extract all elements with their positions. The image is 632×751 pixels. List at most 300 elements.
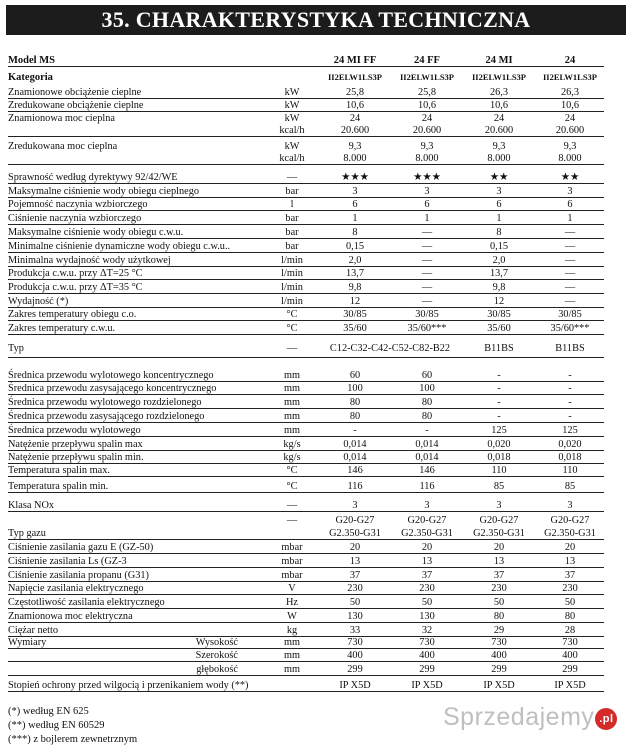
row-value: IP X5D [483, 680, 515, 691]
row-value: 299 [562, 664, 578, 675]
spec-row [8, 72, 604, 83]
row-value: — [421, 282, 433, 293]
row-value: — [564, 282, 576, 293]
spec-row [8, 255, 604, 267]
row-value: 35/60*** [550, 323, 590, 334]
row-unit: mm [283, 637, 301, 648]
row-value: - [497, 370, 501, 381]
row-value: ★★ [489, 172, 509, 183]
row-value: 25,8 [417, 87, 437, 98]
row-value: IP X5D [554, 680, 586, 691]
watermark-badge: .pl [595, 708, 617, 730]
row-value: 80 [421, 411, 433, 422]
row-value: 50 [421, 597, 433, 608]
spec-row [8, 55, 604, 67]
row-label: Częstotliwość zasilania elektrycznego [8, 597, 165, 608]
row-value: 3 [352, 186, 358, 197]
row-value: 29 [493, 625, 505, 636]
row-value: 24 [349, 113, 361, 124]
watermark-text: Sprzedajemy [443, 703, 595, 731]
row-value: 0,014 [415, 439, 439, 450]
row-label: Ciężar netto [8, 625, 59, 636]
row-unit: °C [286, 323, 298, 334]
row-value: 3 [567, 186, 573, 197]
row-value: 125 [491, 425, 507, 436]
footnote-1: (*) według EN 625 [8, 706, 89, 717]
row-value: 299 [347, 664, 363, 675]
row-value: 13 [564, 556, 576, 567]
row-value: 0,018 [558, 452, 582, 463]
row-label: Znamionowa moc elektryczna [8, 611, 133, 622]
row-value: 20.600 [340, 125, 370, 136]
spec-row [8, 282, 604, 294]
row-value: — [421, 296, 433, 307]
row-value: G20-G27 [407, 515, 447, 526]
row-value: G20-G27 [550, 515, 590, 526]
row-value: 20 [493, 542, 505, 553]
row-value: 3 [352, 500, 358, 511]
row-value: 299 [419, 664, 435, 675]
row-value: B11BS [555, 343, 585, 354]
row-label: Średnica przewodu wylotowego koncentrycznego [8, 370, 214, 381]
row-value: 24 FF [414, 55, 440, 66]
row-value: 60 [421, 370, 433, 381]
row-value: 400 [347, 650, 363, 661]
row-value: - [568, 411, 572, 422]
row-value: 116 [347, 481, 363, 492]
row-value: 24 MI FF [333, 55, 377, 66]
row-value: 24 [564, 113, 576, 124]
row-value: 35/60 [487, 323, 511, 334]
row-value: 20.600 [484, 125, 514, 136]
row-unit: kW [284, 100, 300, 111]
row-value: 80 [421, 397, 433, 408]
row-value: 730 [491, 637, 507, 648]
row-value: B11BS [484, 343, 514, 354]
row-label: Produkcja c.w.u. przy ΔT=25 °C [8, 268, 143, 279]
row-value: 6 [496, 199, 502, 210]
row-unit: kW [284, 87, 300, 98]
row-unit: mm [283, 370, 301, 381]
row-label: Średnica przewodu wylotowego [8, 425, 141, 436]
row-value: 2,0 [348, 255, 362, 266]
row-value: II2ELW1LS3P [542, 72, 597, 82]
row-value: 0,15 [345, 241, 365, 252]
row-value: 9,3 [348, 141, 362, 152]
spec-row [8, 556, 604, 568]
spec-row [8, 664, 604, 676]
row-sublabel: Szerokość [195, 650, 238, 661]
row-value: 146 [347, 465, 363, 476]
row-label: Napięcie zasilania elektrycznego [8, 583, 144, 594]
spec-row [8, 570, 604, 582]
row-value: II2ELW1LS3P [399, 72, 454, 82]
row-label: Wymiary [8, 637, 47, 648]
row-label: Zakres temperatury obiegu c.o. [8, 309, 137, 320]
row-value: 9,8 [492, 282, 506, 293]
row-value: G2.350-G31 [473, 528, 525, 539]
row-label: Typ gazu [8, 528, 46, 539]
row-value: G2.350-G31 [329, 528, 381, 539]
row-value: 3 [496, 186, 502, 197]
row-unit: mm [283, 397, 301, 408]
row-unit: °C [286, 465, 298, 476]
row-value: 10,6 [489, 100, 509, 111]
row-value: 0,014 [415, 452, 439, 463]
row-value: 50 [493, 597, 505, 608]
row-value: 1 [567, 213, 573, 224]
row-value: 0,014 [343, 452, 367, 463]
spec-row [8, 397, 604, 409]
row-label: Średnica przewodu wylotowego rozdzielonego [8, 397, 202, 408]
spec-row [8, 172, 604, 184]
row-unit: V [288, 583, 296, 594]
spec-row [8, 125, 604, 137]
spec-row [8, 597, 604, 609]
row-value: 20 [564, 542, 576, 553]
row-value: 8.000 [415, 153, 439, 164]
row-label: Ciśnienie zasilania gazu E (GZ-50) [8, 542, 154, 553]
spec-row [8, 141, 604, 152]
row-value: 37 [421, 570, 433, 581]
row-value: 37 [493, 570, 505, 581]
section-title: 35. CHARAKTERYSTYKA TECHNICZNA [6, 5, 626, 35]
spec-row [8, 515, 604, 526]
row-label: Zakres temperatury c.w.u. [8, 323, 116, 334]
row-value: 26,3 [489, 87, 509, 98]
row-value: 24 [493, 113, 505, 124]
row-value: - [497, 383, 501, 394]
row-value: 110 [562, 465, 578, 476]
row-value: 80 [349, 411, 361, 422]
row-unit: bar [285, 186, 299, 197]
row-label: Minimalne ciśnienie dynamiczne wody obiegu c.w.u.. [8, 241, 231, 252]
row-value: - [568, 383, 572, 394]
row-unit: kg/s [283, 452, 301, 463]
watermark-logo [443, 703, 617, 732]
row-value: 30/85 [558, 309, 582, 320]
row-value: 730 [419, 637, 435, 648]
spec-row [8, 113, 604, 124]
row-label: Średnica przewodu zasysającego koncentrycznego [8, 383, 217, 394]
row-value: — [564, 255, 576, 266]
row-value: - [353, 425, 357, 436]
row-value: 85 [564, 481, 576, 492]
row-label: Natężenie przepływu spalin max [8, 439, 143, 450]
row-unit: mm [283, 650, 301, 661]
row-value: C12-C32-C42-C52-C82-B22 [329, 343, 451, 354]
row-sublabel: głębokość [196, 664, 238, 675]
row-value: ★★★ [413, 172, 441, 183]
row-value: - [425, 425, 429, 436]
spec-row [8, 637, 604, 649]
spec-row [8, 309, 604, 321]
row-value: II2ELW1LS3P [471, 72, 526, 82]
row-value: 230 [419, 583, 435, 594]
row-unit: l [290, 199, 294, 210]
row-value: 9,3 [563, 141, 577, 152]
row-value: — [564, 227, 576, 238]
row-value: 6 [424, 199, 430, 210]
row-value: 12 [349, 296, 361, 307]
row-value: 3 [424, 500, 430, 511]
row-value: II2ELW1LS3P [327, 72, 382, 82]
row-value: 13,7 [489, 268, 509, 279]
spec-row [8, 611, 604, 623]
row-unit: kW [284, 141, 300, 152]
spec-row [8, 528, 604, 540]
row-label: Sprawność według dyrektywy 92/42/WE [8, 172, 178, 183]
spec-row [8, 370, 604, 382]
row-label: Znamionowe obciążenie cieplne [8, 87, 142, 98]
spec-row [8, 583, 604, 595]
row-unit: mbar [281, 556, 303, 567]
row-label: Natężenie przepływu spalin min. [8, 452, 144, 463]
row-value: ★★★ [341, 172, 369, 183]
row-label: Pojemność naczynia wzbiorczego [8, 199, 148, 210]
row-value: 230 [562, 583, 578, 594]
row-value: 299 [491, 664, 507, 675]
spec-row [8, 625, 604, 637]
row-label: Minimalna wydajność wody użytkowej [8, 255, 171, 266]
row-label: Temperatura spalin min. [8, 481, 109, 492]
row-value: 730 [562, 637, 578, 648]
row-value: 24 MI [485, 55, 513, 66]
row-value: 50 [564, 597, 576, 608]
row-value: 110 [491, 465, 507, 476]
row-value: 100 [419, 383, 435, 394]
row-value: G2.350-G31 [401, 528, 453, 539]
row-value: 9,3 [420, 141, 434, 152]
row-value: 6 [567, 199, 573, 210]
row-value: - [497, 411, 501, 422]
spec-row [8, 268, 604, 280]
spec-row [8, 542, 604, 554]
row-unit: — [286, 172, 298, 183]
row-value: 230 [491, 583, 507, 594]
row-value: 10,6 [560, 100, 580, 111]
spec-row [8, 100, 604, 112]
row-value: 33 [349, 625, 361, 636]
row-label: Produkcja c.w.u. przy ΔT=35 °C [8, 282, 143, 293]
row-value: 20.600 [555, 125, 585, 136]
row-unit: kcal/h [279, 125, 305, 136]
row-unit: kW [284, 113, 300, 124]
row-value: — [421, 227, 433, 238]
row-value: 3 [496, 500, 502, 511]
row-value: 0,020 [487, 439, 511, 450]
row-value: 12 [493, 296, 505, 307]
row-value: 730 [347, 637, 363, 648]
row-value: — [564, 268, 576, 279]
row-sublabel: Wysokość [195, 637, 238, 648]
spec-row [8, 465, 604, 477]
row-value: 20 [421, 542, 433, 553]
row-unit: l/min [281, 255, 303, 266]
row-value: 50 [349, 597, 361, 608]
spec-row [8, 296, 604, 308]
footnote-3: (***) z bojlerem zewnetrznym [8, 734, 138, 745]
row-value: 24 [421, 113, 433, 124]
row-value: G20-G27 [479, 515, 519, 526]
row-value: 8 [496, 227, 502, 238]
row-unit: — [286, 343, 298, 354]
row-value: 30/85 [487, 309, 511, 320]
row-value: 28 [564, 625, 576, 636]
row-value: 100 [347, 383, 363, 394]
row-unit: l/min [281, 296, 303, 307]
spec-row [8, 383, 604, 395]
row-label: Zredukowane obciążenie cieplne [8, 100, 144, 111]
row-value: 80 [493, 611, 505, 622]
row-value: 3 [424, 186, 430, 197]
row-label: Wydajność (*) [8, 296, 69, 307]
row-value: - [568, 370, 572, 381]
spec-row [8, 213, 604, 225]
row-label: Ciśnienie naczynia wzbiorczego [8, 213, 142, 224]
row-unit: — [286, 500, 298, 511]
row-label: Kategoria [8, 72, 53, 83]
row-value: 400 [419, 650, 435, 661]
row-value: 30/85 [343, 309, 367, 320]
spec-row [8, 500, 604, 512]
row-value: — [564, 296, 576, 307]
footnote-2: (**) według EN 60529 [8, 720, 105, 731]
row-unit: mm [283, 664, 301, 675]
row-value: 13 [421, 556, 433, 567]
row-value: - [568, 397, 572, 408]
spec-row [8, 425, 604, 437]
row-value: IP X5D [411, 680, 443, 691]
row-value: G20-G27 [335, 515, 375, 526]
row-unit: mm [283, 411, 301, 422]
row-value: — [421, 268, 433, 279]
row-unit: °C [286, 481, 298, 492]
row-value: 8 [352, 227, 358, 238]
spec-row [8, 323, 604, 335]
spec-row [8, 452, 604, 464]
row-value: 32 [421, 625, 433, 636]
row-value: 20.600 [412, 125, 442, 136]
row-value: 130 [347, 611, 363, 622]
row-unit: Hz [285, 597, 298, 608]
row-value: 2,0 [492, 255, 506, 266]
row-unit: — [286, 515, 298, 526]
row-label: Maksymalne ciśnienie wody obiegu cieplnego [8, 186, 200, 197]
row-label: Średnica przewodu zasysającego rozdzielonego [8, 411, 205, 422]
row-value: 8.000 [487, 153, 511, 164]
row-unit: bar [285, 241, 299, 252]
row-value: 20 [349, 542, 361, 553]
row-label: Ciśnienie zasilania Ls (GZ-3 [8, 556, 127, 567]
row-value: 37 [349, 570, 361, 581]
row-value: — [564, 241, 576, 252]
row-value: 0,018 [487, 452, 511, 463]
row-unit: kg [286, 625, 298, 636]
row-label: Znamionowa moc cieplna [8, 113, 115, 124]
row-value: IP X5D [339, 680, 371, 691]
row-unit: °C [286, 309, 298, 320]
row-unit: mm [283, 383, 301, 394]
row-unit: bar [285, 213, 299, 224]
row-value: 0,014 [343, 439, 367, 450]
row-value: ★★ [560, 172, 580, 183]
row-value: 130 [419, 611, 435, 622]
row-unit: mbar [281, 542, 303, 553]
row-label: Zredukowana moc cieplna [8, 141, 118, 152]
row-value: 10,6 [345, 100, 365, 111]
spec-row [8, 650, 604, 662]
row-value: 35/60*** [407, 323, 447, 334]
spec-row [8, 439, 604, 451]
row-unit: kg/s [283, 439, 301, 450]
row-value: — [421, 255, 433, 266]
row-unit: mm [283, 425, 301, 436]
row-value: 400 [491, 650, 507, 661]
row-value: 0,020 [558, 439, 582, 450]
spec-row [8, 227, 604, 239]
row-value: 0,15 [489, 241, 509, 252]
row-unit: W [287, 611, 297, 622]
row-value: 1 [352, 213, 358, 224]
row-label: Stopień ochrony przed wilgocią i przenikaniem wody (**) [8, 680, 249, 691]
row-value: 9,3 [492, 141, 506, 152]
row-label: Model MS [8, 55, 55, 66]
spec-row [8, 87, 604, 99]
row-label: Temperatura spalin max. [8, 465, 110, 476]
row-value: 230 [347, 583, 363, 594]
row-value: 1 [496, 213, 502, 224]
row-value: 85 [493, 481, 505, 492]
row-value: 8.000 [558, 153, 582, 164]
row-value: 80 [564, 611, 576, 622]
row-value: 37 [564, 570, 576, 581]
spec-row [8, 481, 604, 493]
row-value: 6 [352, 199, 358, 210]
row-value: 125 [562, 425, 578, 436]
spec-row [8, 343, 604, 358]
spec-row [8, 199, 604, 211]
row-label: Typ [8, 343, 24, 354]
row-value: 60 [349, 370, 361, 381]
row-value: 35/60 [343, 323, 367, 334]
row-unit: mbar [281, 570, 303, 581]
spec-row [8, 680, 604, 692]
row-unit: l/min [281, 282, 303, 293]
row-value: 8.000 [343, 153, 367, 164]
spec-row [8, 241, 604, 253]
row-unit: kcal/h [279, 153, 305, 164]
row-value: 13 [349, 556, 361, 567]
row-value: 1 [424, 213, 430, 224]
spec-row [8, 411, 604, 423]
spec-row [8, 186, 604, 198]
row-value: 30/85 [415, 309, 439, 320]
spec-row [8, 153, 604, 165]
row-value: G2.350-G31 [544, 528, 596, 539]
row-value: 80 [349, 397, 361, 408]
row-label: Maksymalne ciśnienie wody obiegu c.w.u. [8, 227, 184, 238]
row-value: 13 [493, 556, 505, 567]
row-value: 116 [419, 481, 435, 492]
row-value: 400 [562, 650, 578, 661]
row-label: Klasa NOx [8, 500, 55, 511]
row-value: 26,3 [560, 87, 580, 98]
row-value: 10,6 [417, 100, 437, 111]
row-value: 24 [564, 55, 576, 66]
row-value: 3 [567, 500, 573, 511]
row-unit: bar [285, 227, 299, 238]
